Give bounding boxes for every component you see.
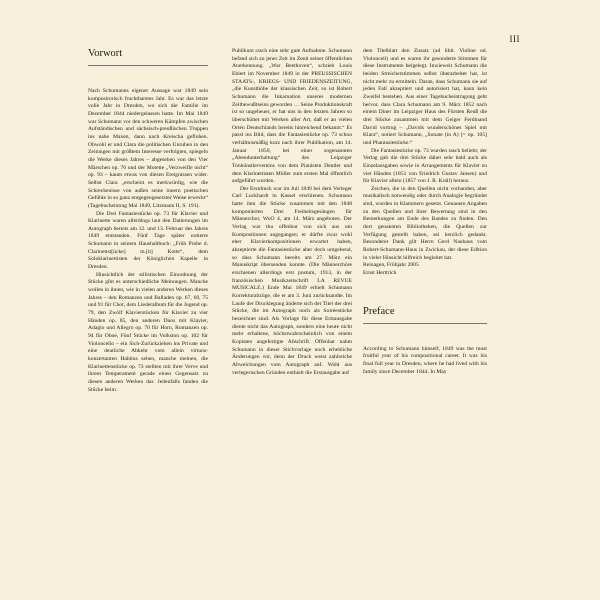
place-date: Reinagen, Frühjahr 2005 <box>363 262 419 269</box>
vorwort-paragraph: Die Fantasiestücke op. 73 wurden rasch beliebt; der Verlag gab die drei Stücke daher sehr bald auch als Einzelausgaben sowie in Arrangements für Klavier zu vier Händen (1851 von Friedrich Gustav Jansen) und für Klavier allein (1857 von J. R. Krall) heraus. <box>363 147 487 185</box>
preface-heading: Preface <box>363 306 487 324</box>
vorwort-paragraph: Publikum rasch eine sehr gute Aufnahme. Schumann befand sich zu jener Zeit im Zenit seiner öffentlichen Anerkennung. „War Beethoven“, schrieb Louis Ehlert im November 1849 in der PREUSSISCHEN STAATS-, KRIEGS- UND FRIEDENSZEITUNG, „die Kunsthöhe der klassischen Zeit, so ist Robert Schumann die Inkarnation unseres modernen Zeitbewußtseins geworden … Seine Produktionskraft ist so ungeheuer, er hat uns in den letzten Jahren so überschüttet mit Werken aller Art, daß er an vielen Orten Deutschlands bereits hinreichend bekannt.“ Es passt ins Bild, dass die Fantasiestücke op. 73 schon verhältnismäßig kurz nach ihrer Publikation, am 14. Januar 1850, bei einer sogenannten „Abendunterhaltung“ des Leipziger Tonkünstlervereins von dem Pianisten Dentler und dem Klarinettisten Müller zum ersten Mal öffentlich aufgeführt wurden. <box>232 48 352 185</box>
vorwort-paragraph: Die Drei Fantasiestücke op. 73 für Klavier und Klarinette waren allerdings laut den Datierungen im Autograph bereits am 12. und 13. Februar des Jahres 1849 entstanden. Fünf Tage später notierte Schumann in seinem Haushaltbuch: „Früh Probe d. Clarinettst[ücke] m.[it] Kotte“, dem Soloklarinettisten der Königlichen Kapelle in Dresden. <box>88 210 208 271</box>
column-right <box>363 48 487 376</box>
column-middle <box>232 48 352 377</box>
preface-paragraph: According to Schumann himself, 1849 was the most fruitful year of his compositional career. It was his final full year in Dresden, where he had lived with his family since December 1844. In May <box>363 345 487 375</box>
author-name: Ernst Herttrich <box>363 270 397 277</box>
page-number: III <box>509 34 520 44</box>
vorwort-paragraph: Zeichen, die in den Quellen nicht vorhanden, aber musikalisch notwendig oder durch Analogie begründet sind, wurden in Klammern gesetzt. Genauere Angaben zu den Quellen und ihrer Bewertung sind in den Bemerkungen am Ende des Bandes zu finden. Den dort genannten Bibliotheken, die Quellen zur Verfügung gestellt haben, sei herzlich gedankt. Besonderer Dank gilt Herrn Gerd Nauhaus vom Robert-Schumann-Haus in Zwickau, der diese Edition in vieler Hinsicht hilfreich begleitet hat. <box>363 185 487 261</box>
vorwort-paragraph: Der Erstdruck war im Juli 1849 bei dem Verleger Carl Luckhardt in Kassel erschienen. Schumann hatte ihm die Stücke zusammen mit den 1848 komponierten Drei Freiheitsgesängen für Männerchor, WoO 4, am 14. März angeboten. Der Verlag war thu offenbar von sich aus um Kompositionen angegangen; er dürfte zwar wohl eher Klavierkompositionen erwartet haben, akzeptierte die Fantasiestücke aber doch umgehend, so dass Schumann bereits am 27. März ein Manuskript übersenden konnte. (Die Männerchöre erschienen allerdings erst postum, 1913, in der französischen Musikzeitschrift LA REVUE MUSICALE.) Ende Mai 1849 erhielt Schumann Korrekturabzüge, die er am 3. Juni zurücksandte. Im Laufe der Drucklegung änderte sich der Titel der drei Stücke, die im Autograph noch als Soiréestücke bezeichnet sind. Als Vorlage für diese Erstausgabe diente nicht das Autograph, sondern eine heute nicht mehr erhaltene, höchstwahrscheinlich von einem Kopisten angefertigte Abschrift. Offenbar nahm Schumann in dieser Stichvorlage noch erhebliche Änderungen vor, denn der Druck weist zahlreiche Abweichungen vom Autograph auf. Wohl aus verlegerischen Gründen enthielt die Erstausgabe auf <box>232 185 352 376</box>
vorwort-heading: Vorwort <box>88 48 208 66</box>
vorwort-paragraph: dem Titelblatt den Zusatz (ad libit. Violine od. Violoncell) und es waren ihr gesonderte Stimmen für diese Instrumente beigelegt. Inwieweit Schumann die beiden Streicherstimmen selbst überarbeitet hat, ist nicht mehr zu ermitteln. Daran, dass Schumann sie auf jeden Fall akzeptiert und autorisiert hat, kann kein Zweifel bestehen. Aus einer Tagebucheintragung geht hervor, dass Clara Schumann am 9. März 1852 nach einem Diner im Leipziger Haus des Fürsten Reuß die drei Stücke zusammen mit dem Geiger Ferdinand David vortrug – „Davids wunderschönes Spiel mit Klara“, notiert Schumann, „Sonate (in A) [= op. 105] und Phantasiestücke.“ <box>363 48 487 146</box>
vorwort-paragraph: Hinsichtlich der stilistischen Einordnung der Stücke gibt es unterschiedliche Meinungen. Manche wollen in ihnen, wie in vielen anderen Werken dieses Jahres – den Romanzen und Balladen op. 67, 69, 75 und 91 für Chor, dem Liederalbum für die Jugend op. 79, den Zwölf Klavierstücken für Klavier zu vier Händen op. 85, den anderen Duos mit Klavier, Adagio und Allegro op. 70 für Horn, Romanzen op. 94 für Oboe, Fünf Stücke im Volkston op. 102 für Violoncello – ein Sich-Zurückziehen ins Private und eine deutliche Abkehr vom allein virtuos-konzertanten Habitus sehen, manche meinen, die Klarinettenstücke op. 73 stellten mit ihrer Verve und ihrem Temperament gerade einen Gegensatz zu diesen anderen Werken dar. Jedenfalls fanden die Stücke beim <box>88 271 208 393</box>
vorwort-paragraph: Nach Schumanns eigener Aussage war 1849 sein kompositorisch fruchtbarstes Jahr. Es war das letzte volle Jahr in Dresden, wo sich die Familie im Dezember 1844 niedergelassen hatte. Im Mai 1849 war Schumann vor den schweren Kämpfen zwischen Aufständischen und sächsisch-preußischen Truppen ins nahe Maxen, dann nach Kreischa geflohen. Obwohl er und Clara die politischen Unruhen in den Zeitungen mit größtem Interesse verfolgten, spiegeln die Werke dieses Jahres – abgesehen von den Vier Märschen op. 76 und der Motette „Verzweifle nicht“ op. 93 – kaum etwas von diesen Ereignissen wider. Selbst Clara „erscheint es merkwürdig, wie die Schreckenisse von außen seine innern poetischen Gefühle in so ganz entgegengesetzter Weise erweckt“ (Tagebucheintrag Mai 1849, Litzmann II, S. 191). <box>88 88 208 209</box>
column-left <box>88 48 208 394</box>
